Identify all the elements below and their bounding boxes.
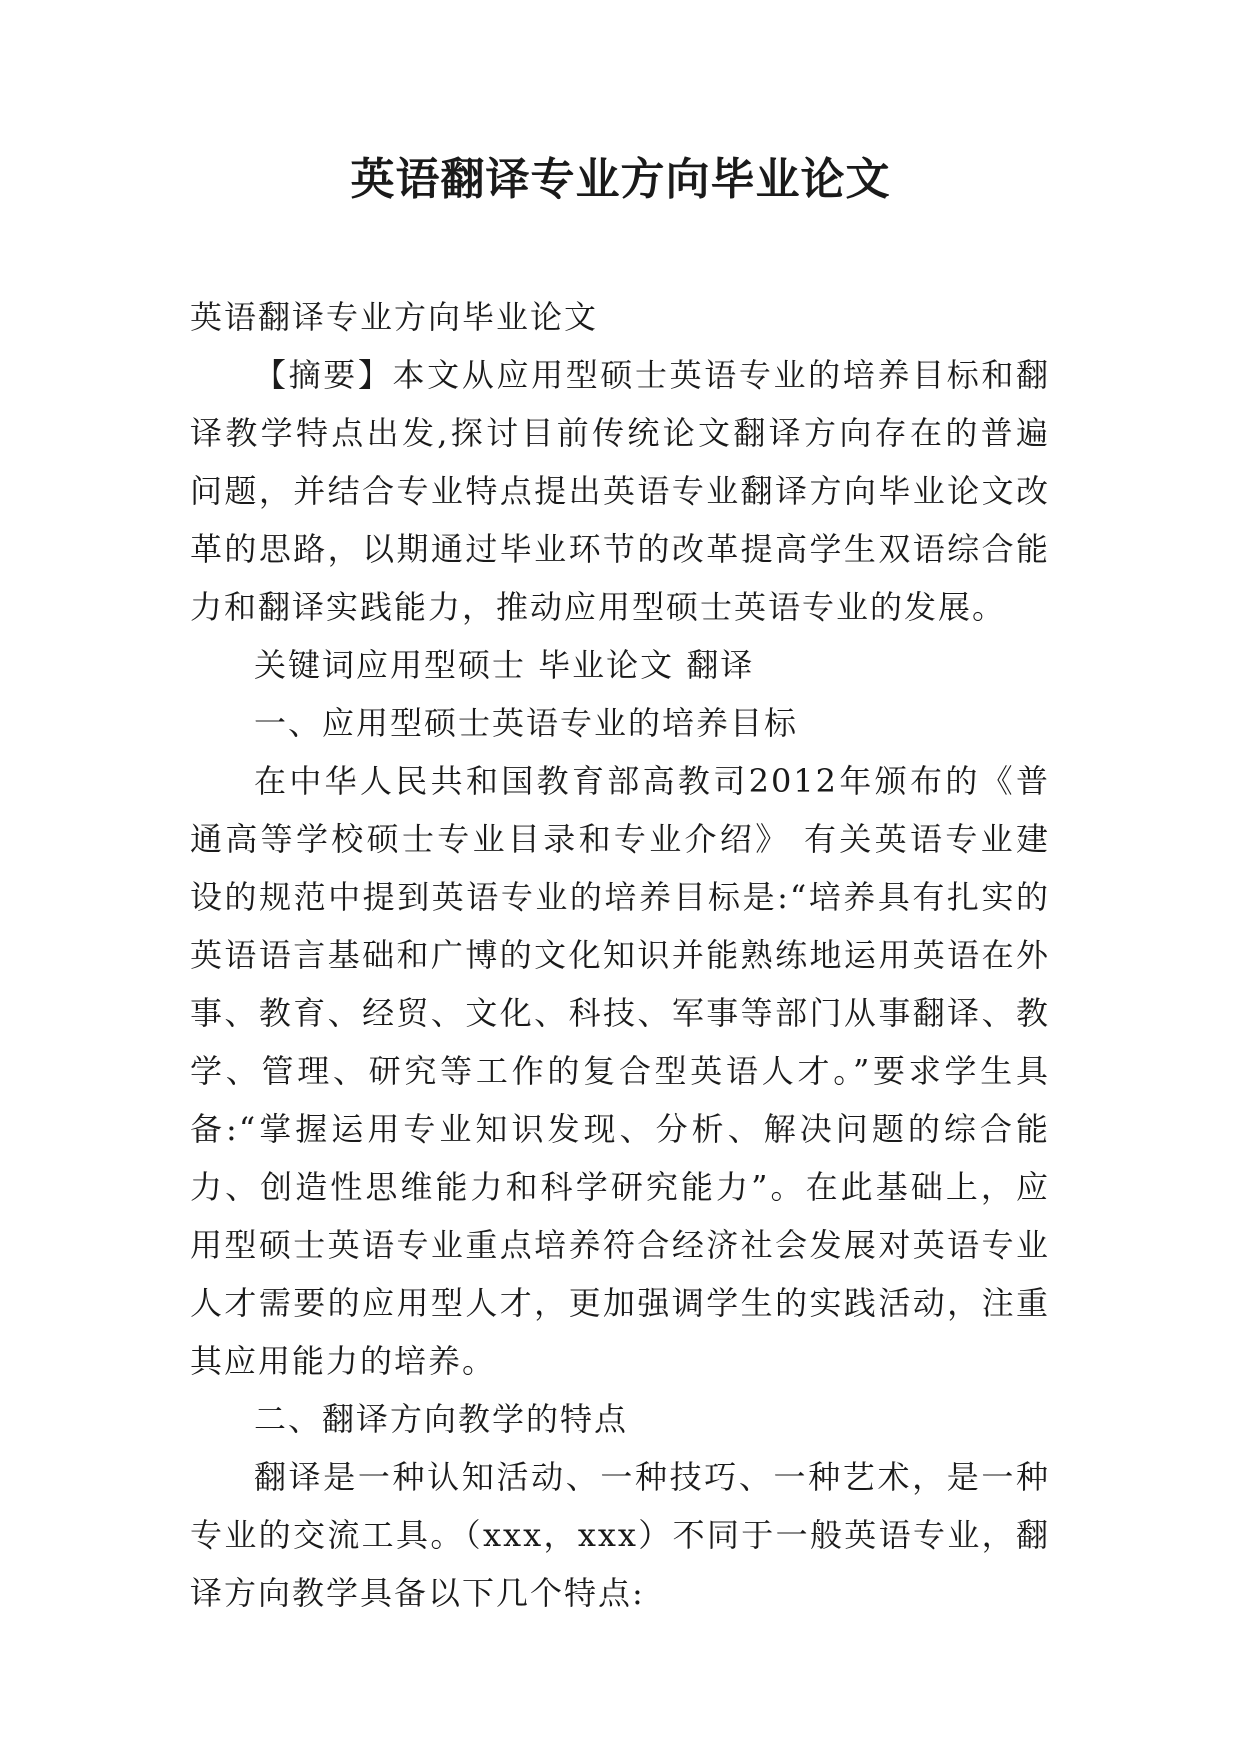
- body-paragraph: 在中华人民共和国教育部高教司2012年颁布的《普通高等学校硕士专业目录和专业介绍》 有关英语专业建设的规范中提到英语专业的培养目标是:“培养具有扎实的英语语言基础和广博的文化知识并能熟练地运用英语在外事、教育、经贸、文化、科技、军事等部门从事翻译、教学、管理、研究等工作的复合型英语人才。”要求学生具备:“掌握运用专业知识发现、分析、解决问题的综合能力、创造性思维能力和科学研究能力”。在此基础上，应用型硕士英语专业重点培养符合经济社会发展对英语专业人才需要的应用型人才，更加强调学生的实践活动，注重其应用能力的培养。: [190, 762, 1050, 1380]
- document-body: [190, 288, 1050, 1622]
- document-subtitle: 英语翻译专业方向毕业论文: [190, 298, 599, 336]
- document-title: 英语翻译专业方向毕业论文: [350, 154, 891, 205]
- section-heading-2: 二、翻译方向教学的特点: [254, 1400, 629, 1438]
- section-heading-1: 一、应用型硕士英语专业的培养目标: [254, 704, 799, 742]
- keywords-line: 关键词应用型硕士 毕业论文 翻译: [254, 646, 755, 684]
- abstract-paragraph: 【摘要】本文从应用型硕士英语专业的培养目标和翻译教学特点出发,探讨目前传统论文翻译方向存在的普遍问题，并结合专业特点提出英语专业翻译方向毕业论文改革的思路，以期通过毕业环节的改革提高学生双语综合能力和翻译实践能力，推动应用型硕士英语专业的发展。: [190, 356, 1050, 626]
- body-paragraph: 翻译是一种认知活动、一种技巧、一种艺术，是一种专业的交流工具。（xxx，xxx）不同于一般英语专业，翻译方向教学具备以下几个特点:: [190, 1458, 1050, 1612]
